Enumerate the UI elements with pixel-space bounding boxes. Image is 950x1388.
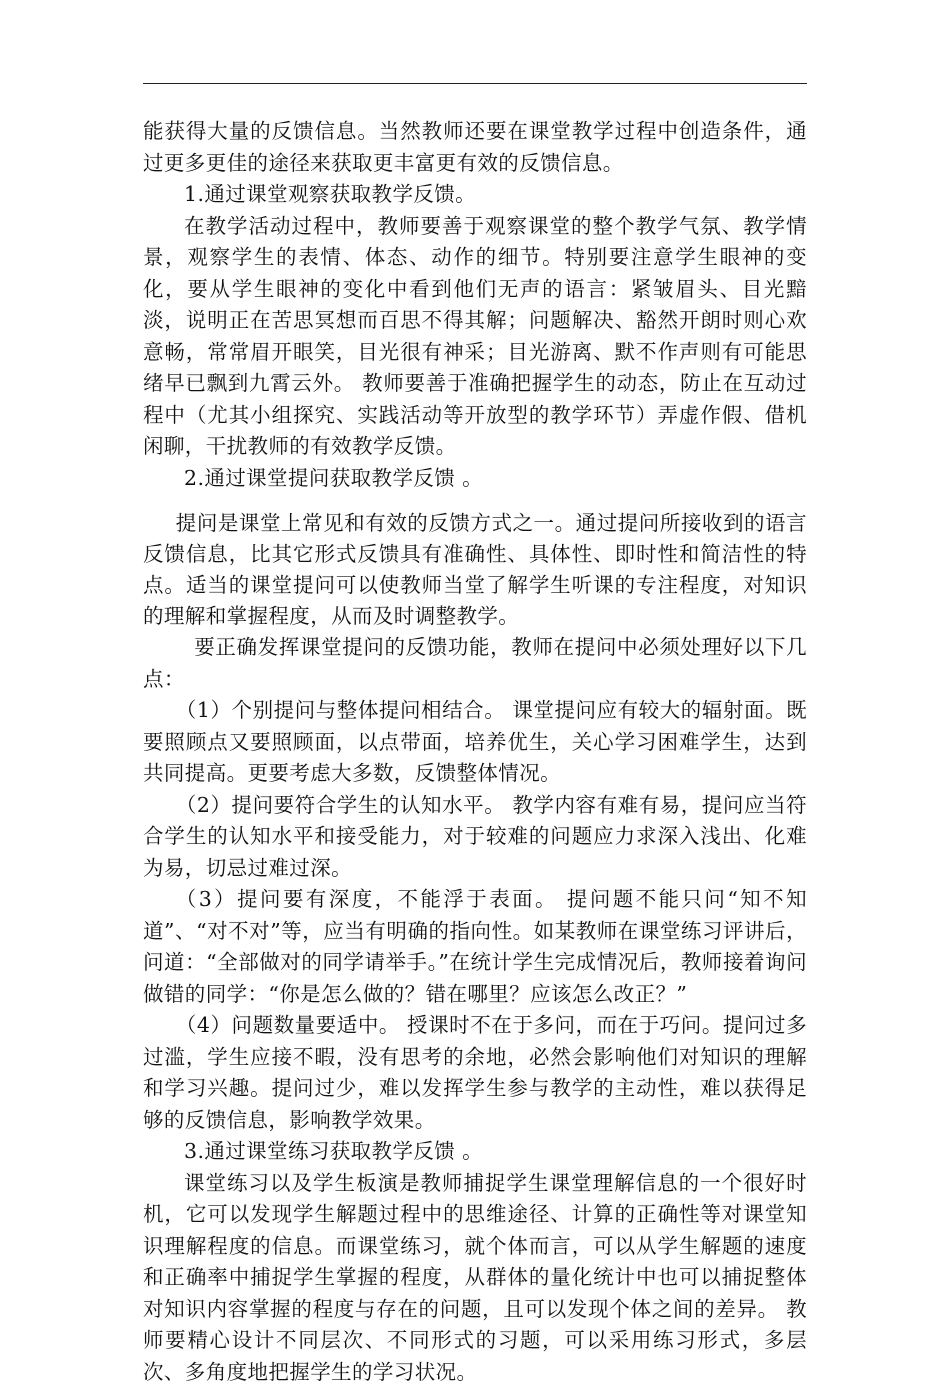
paragraph-continuation: 能获得大量的反馈信息。当然教师还要在课堂教学过程中创造条件，通过更多更佳的途径来获取更丰富更有效的反馈信息。 <box>143 116 807 179</box>
paragraph-practice: 课堂练习以及学生板演是教师捕捉学生课堂理解信息的一个很好时机，它可以发现学生解题过程中的思维途径、计算的正确性等对课堂知识理解程度的信息。而课堂练习，就个体而言，可以从学生解题的速度和正确率中捕捉学生掌握的程度，从群体的量化统计中也可以捕捉整体对知识内容掌握的程度与存在的问题，且可以发现个体之间的差异。 教师要精心设计不同层次、不同形式的习题，可以采用练习形式，多层次、多角度地把握学生的学习状况。 <box>143 1168 807 1388</box>
list-item-point-2: （2）提问要符合学生的认知水平。 教学内容有难有易，提问应当符合学生的认知水平和接受能力，对于较难的问题应力求深入浅出、化难为易，切忌过难过深。 <box>143 790 807 885</box>
paragraph-questioning: 提问是课堂上常见和有效的反馈方式之一。通过提问所接收到的语言反馈信息，比其它形式反馈具有准确性、具体性、即时性和简洁性的特点。适当的课堂提问可以使教师当堂了解学生听课的专注程度，对知识的理解和掌握程度，从而及时调整教学。 <box>143 508 807 632</box>
list-item-point-3: （3）提问要有深度，不能浮于表面。 提问题不能只问“知不知道”、“对不对”等，应当有明确的指向性。如某教师在课堂练习评讲后，问道：“全部做对的同学请举手。”在统计学生完成情况后，教师接着询问做错的同学：“你是怎么做的？错在哪里？应该怎么改正？” <box>143 884 807 1010</box>
section-heading-observation: 1.通过课堂观察获取教学反馈。 <box>143 179 807 211</box>
paragraph-questioning-points-intro: 要正确发挥课堂提问的反馈功能，教师在提问中必须处理好以下几点： <box>143 632 807 695</box>
list-item-point-1: （1）个别提问与整体提问相结合。 课堂提问应有较大的辐射面。既要照顾点又要照顾面，以点带面，培养优生，关心学习困难学生，达到共同提高。更要考虑大多数，反馈整体情况。 <box>143 695 807 790</box>
section-heading-questioning: 2.通过课堂提问获取教学反馈 。 <box>143 463 807 495</box>
document-body <box>143 116 807 1388</box>
section-heading-practice: 3.通过课堂练习获取教学反馈 。 <box>143 1136 807 1168</box>
list-item-point-4: （4）问题数量要适中。 授课时不在于多问，而在于巧问。提问过多过滥，学生应接不暇，没有思考的余地，必然会影响他们对知识的理解和学习兴趣。提问过少，难以发挥学生参与教学的主动性，难以获得足够的反馈信息，影响教学效果。 <box>143 1010 807 1136</box>
paragraph-observation: 在教学活动过程中，教师要善于观察课堂的整个教学气氛、教学情景，观察学生的表情、体态、动作的细节。特别要注意学生眼神的变化，要从学生眼神的变化中看到他们无声的语言：紧皱眉头、目光黯淡，说明正在苦思冥想而百思不得其解；问题解决、豁然开朗时则心欢意畅，常常眉开眼笑，目光很有神采；目光游离、默不作声则有可能思绪早已飘到九霄云外。 教师要善于准确把握学生的动态，防止在互动过程中（尤其小组探究、实践活动等开放型的教学环节）弄虚作假、借机闲聊，干扰教师的有效教学反馈。 <box>143 211 807 463</box>
header-rule <box>143 83 807 84</box>
